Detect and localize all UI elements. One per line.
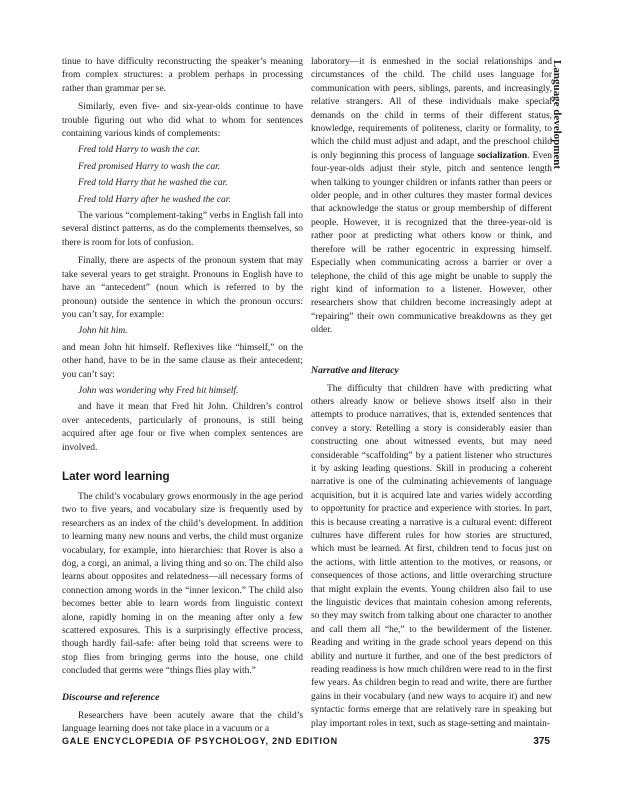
right-column: [311, 56, 552, 731]
paragraph: Finally, there are aspects of the pronoun system that may take several years to get straight. Pronouns in English have to have an “antecedent” (noun which is referred to by the pronoun) outside the sentence in which the pronoun occurs: you can’t say, for example:: [62, 256, 303, 320]
example-sentence: John was wondering why Fred hit himself.: [78, 385, 239, 396]
key-term: socialization: [477, 150, 528, 161]
side-label: Language development: [551, 60, 563, 170]
example-sentence: Fred told Harry after he washed the car.: [78, 194, 231, 205]
example-sentence: Fred told Harry that he washed the car.: [78, 178, 228, 189]
running-head-vertical: [553, 60, 573, 200]
subsection-heading: Discourse and reference: [62, 691, 160, 703]
page-number: 375: [533, 736, 550, 747]
subsection-heading: Narrative and literacy: [311, 364, 399, 376]
paragraph: [311, 56, 552, 338]
paragraph: and have it mean that Fred hit John. Children’s control over antecedents, particularly of pronouns, is still being acquired after age four or five when complex sentences are involved.: [62, 402, 303, 453]
paragraph: The child’s vocabulary grows enormously in the age period two to five years, and vocabulary size is frequently used by researchers as an index of the child’s development. In addition to learning many new nouns and verbs, the child must organize vocabulary, for example, into hierarchies: that Rover is also a dog, a corgi, an animal, a living thing and so on. The child also learns about opposites and relatedness—all necessary forms of connection among words in the “inner lexicon.” The child also becomes better able to learn words from linguistic context alone, rapidly homing in on the meaning after only a few scattered exposures. This is a surprisingly effective process, though hardly fail-safe: after being told that screens were to stop flies from bringing germs into the house, one child concluded that germs were “things flies play with.”: [62, 491, 303, 677]
example-sentence: John hit him.: [78, 326, 128, 337]
paragraph: Similarly, even five- and six-year-olds continue to have trouble figuring out who did what to whom for sentences containing various kinds of complements:: [62, 102, 303, 140]
paragraph: and mean John hit himself. Reflexives like “himself,” on the other hand, have to be in the same clause as their antecedent; you can’t say:: [62, 342, 303, 380]
left-column: [62, 56, 303, 736]
example-sentence: Fred told Harry to wash the car.: [78, 145, 201, 156]
paragraph: Researchers have been acutely aware that the child’s language learning does not take place in a vacuum or a: [62, 710, 303, 735]
footer-title: GALE ENCYCLOPEDIA OF PSYCHOLOGY, 2ND EDITION: [62, 736, 338, 746]
paragraph-text: . Even four-year-olds adjust their style, pitch and sentence length when talking to younger children or infants rather than peers or older people, and in other cultures they master formal devices that acknowledge the status or group membership of different people. However, it is recognized that the three-year-old is rather poor at predicting what others know or think, and therefore will be rather egocentric in expressing himself. Especially when communicating across a barrier or over a telephone, the child of this age might be unable to supply the right kind of information to a listener. However, other researchers show that children become increasingly adept at “repairing” their own communicative breakdowns as they get older.: [311, 150, 552, 336]
paragraph: The difficulty that children have with predicting what others already know or believe shows itself also in their attempts to produce narratives, that is, extended sentences that convey a story. Retelling a story is considerably easier than constructing one about witnessed events, but may need considerable “scaffolding” by a patient listener who structures it by asking leading questions. Skill in producing a coherent narrative is one of the culminating achievements of language acquisition, but it is acquired late and varies widely according to opportunity for practice and experience with stories. In part, this is because creating a narrative is a cultural event: different cultures have different rules for how stories are structured, which must be learned. At first, children tend to focus just on the actions, with little attention to the motives, or reasons, or consequences of those actions, and little overarching structure that might explain the events. Young children also fail to use the linguistic devices that maintain cohesion among referents, so they may switch from talking about one character to another and call them all “he,” to the bewilderment of the listener. Reading and writing in the grade school years depend on this ability and nurture it further, and one of the best predictors of reading readiness is how much children were read to in the first few years. As children begin to read and write, there are further gains in their vocabulary (and new ways to acquire it) and new syntactic forms emerge that are relatively rare in speaking but play important roles in text, such as stage-setting and maintain-: [311, 383, 552, 729]
paragraph-text: laboratory—it is enmeshed in the social relationships and circumstances of the child. The child uses language for communication with peers, siblings, parents, and increasingly, relative strangers. All of these individuals make special demands on the child in terms of their different status, knowledge, requirements of politeness, clarity or formality, to which the child must adjust and adapt, and the preschool child is only beginning this process of language: [311, 57, 552, 161]
page-footer: [62, 736, 550, 750]
section-heading: Later word learning: [62, 469, 170, 483]
paragraph: The various “complement-taking” verbs in English fall into several distinct patterns, as do the complements themselves, so there is room for lots of confusion.: [62, 211, 303, 248]
example-sentence: Fred promised Harry to wash the car.: [78, 161, 221, 172]
paragraph: tinue to have difficulty reconstructing the speaker’s meaning from complex structures: a problem perhaps in processing rather than grammar per se.: [62, 57, 303, 94]
